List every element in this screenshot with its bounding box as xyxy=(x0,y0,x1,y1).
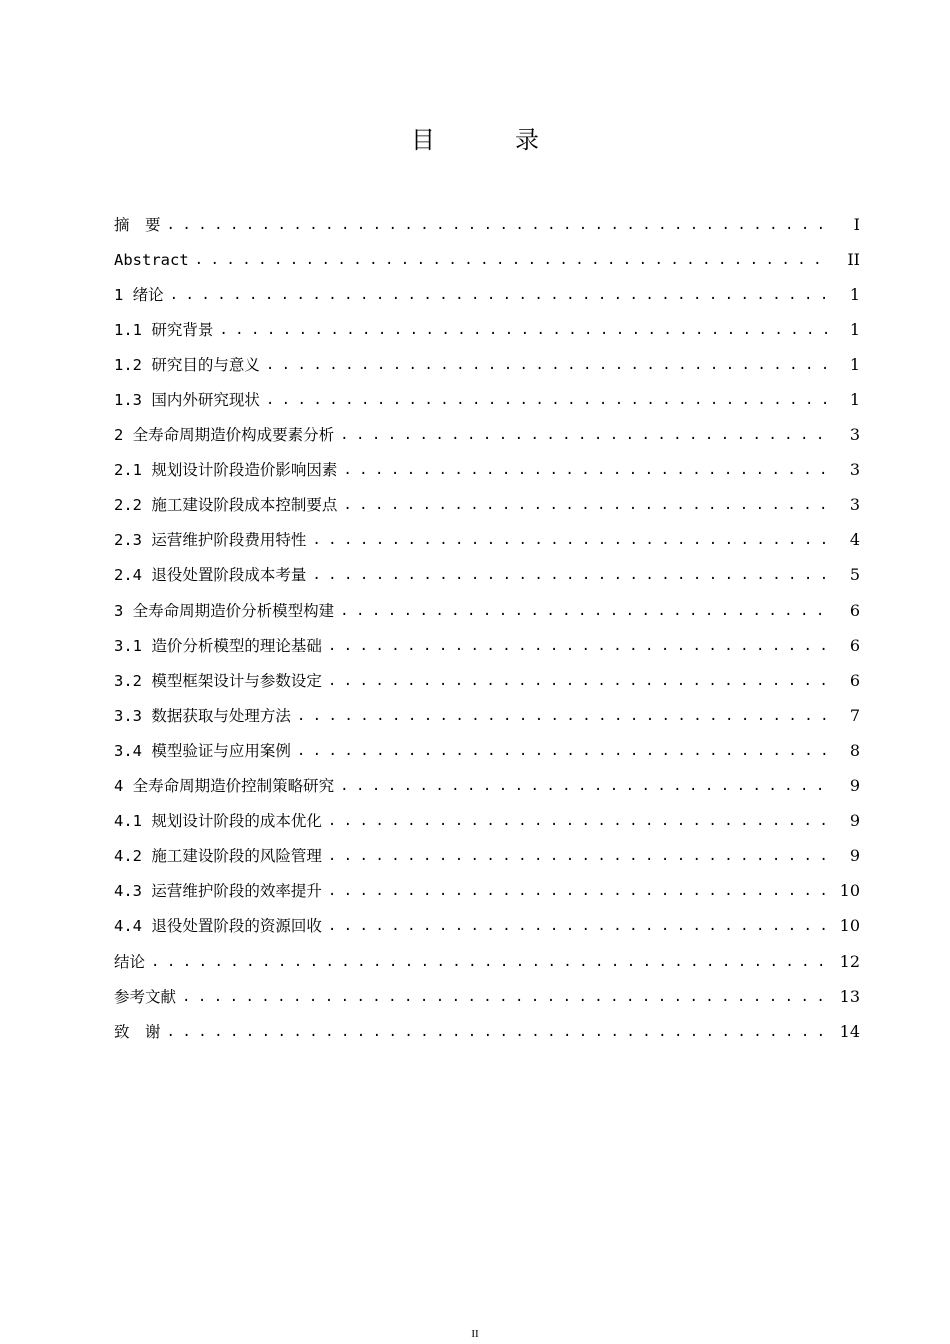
toc-leader-dots xyxy=(340,425,832,445)
toc-entry-page: 1 xyxy=(849,354,860,374)
toc-entry-label: 2.2 施工建设阶段成本控制要点 xyxy=(114,496,338,515)
toc-entry[interactable] xyxy=(114,733,860,768)
toc-entry-label: 3.2 模型框架设计与参数设定 xyxy=(114,671,322,690)
toc-entry-label: 4.4 退役处置阶段的资源回收 xyxy=(114,917,322,936)
toc-leader-dots xyxy=(219,320,832,340)
toc-entry-page: I xyxy=(853,214,860,234)
toc-entry-page: 7 xyxy=(849,705,860,725)
toc-entry-label: 3.4 模型验证与应用案例 xyxy=(114,741,291,760)
toc-entry[interactable] xyxy=(114,242,860,277)
toc-entry-label: 4.3 运营维护阶段的效率提升 xyxy=(114,882,322,901)
table-of-contents xyxy=(114,207,860,1049)
toc-entry[interactable] xyxy=(114,663,860,698)
toc-entry-page: 9 xyxy=(849,846,860,866)
toc-leader-dots xyxy=(328,846,832,866)
toc-entry-label: 1.2 研究目的与意义 xyxy=(114,355,260,374)
toc-entry-label: 摘 要 xyxy=(114,215,161,234)
toc-entry[interactable] xyxy=(114,558,860,593)
toc-leader-dots xyxy=(266,355,832,375)
toc-entry-page: 6 xyxy=(849,600,860,620)
toc-entry-page: 14 xyxy=(839,1021,860,1041)
toc-entry-label: 2.1 规划设计阶段造价影响因素 xyxy=(114,461,338,480)
toc-leader-dots xyxy=(170,285,832,305)
toc-entry-label: 2.3 运营维护阶段费用特性 xyxy=(114,531,307,550)
toc-entry[interactable] xyxy=(114,453,860,488)
toc-leader-dots xyxy=(343,460,832,480)
toc-entry[interactable] xyxy=(114,347,860,382)
toc-entry-page: 3 xyxy=(849,495,860,515)
toc-entry-page: 5 xyxy=(849,565,860,585)
page-number: II xyxy=(471,1328,479,1340)
toc-entry-label: 4 全寿命周期造价控制策略研究 xyxy=(114,777,335,796)
toc-entry-page: II xyxy=(847,249,860,269)
toc-entry-page: 9 xyxy=(849,776,860,796)
toc-leader-dots xyxy=(266,390,832,410)
toc-entry[interactable] xyxy=(114,909,860,944)
toc-entry-page: 6 xyxy=(849,635,860,655)
toc-entry-label: Abstract xyxy=(114,250,189,269)
toc-entry-label: 1.1 研究背景 xyxy=(114,320,214,339)
toc-entry-label: 4.2 施工建设阶段的风险管理 xyxy=(114,847,322,866)
toc-entry-page: 9 xyxy=(849,811,860,831)
toc-entry-label: 4.1 规划设计阶段的成本优化 xyxy=(114,812,322,831)
toc-leader-dots xyxy=(340,776,832,796)
toc-leader-dots xyxy=(167,1022,832,1042)
toc-leader-dots xyxy=(340,601,832,621)
toc-entry[interactable] xyxy=(114,804,860,839)
toc-entry[interactable] xyxy=(114,979,860,1014)
toc-entry-label: 2 全寿命周期造价构成要素分析 xyxy=(114,426,335,445)
toc-leader-dots xyxy=(312,565,832,585)
toc-leader-dots xyxy=(151,952,832,972)
toc-entry[interactable] xyxy=(114,277,860,312)
toc-entry-page: 13 xyxy=(839,986,860,1006)
page-title: 目 录 xyxy=(411,126,567,154)
toc-entry[interactable] xyxy=(114,418,860,453)
toc-leader-dots xyxy=(167,215,832,235)
toc-entry-page: 8 xyxy=(849,740,860,760)
toc-entry-page: 3 xyxy=(849,425,860,445)
toc-leader-dots xyxy=(195,250,832,270)
toc-entry-label: 结论 xyxy=(114,952,146,971)
toc-entry[interactable] xyxy=(114,523,860,558)
toc-entry-page: 1 xyxy=(849,390,860,410)
toc-leader-dots xyxy=(297,741,832,761)
toc-entry-label: 致 谢 xyxy=(114,1022,161,1041)
toc-leader-dots xyxy=(297,706,832,726)
toc-entry-label: 2.4 退役处置阶段成本考量 xyxy=(114,566,307,585)
toc-entry[interactable] xyxy=(114,312,860,347)
toc-entry-page: 10 xyxy=(839,881,860,901)
toc-leader-dots xyxy=(328,811,832,831)
toc-entry[interactable] xyxy=(114,207,860,242)
toc-entry-page: 10 xyxy=(839,916,860,936)
toc-entry-label: 参考文献 xyxy=(114,987,177,1006)
toc-leader-dots xyxy=(328,636,832,656)
toc-entry-label: 3.3 数据获取与处理方法 xyxy=(114,706,291,725)
toc-entry-page: 1 xyxy=(849,319,860,339)
toc-entry-page: 12 xyxy=(839,951,860,971)
toc-entry-label: 3 全寿命周期造价分析模型构建 xyxy=(114,601,335,620)
toc-entry-label: 1.3 国内外研究现状 xyxy=(114,391,260,410)
toc-leader-dots xyxy=(343,495,832,515)
toc-entry-page: 1 xyxy=(849,284,860,304)
toc-leader-dots xyxy=(328,671,832,691)
toc-entry[interactable] xyxy=(114,1014,860,1049)
toc-entry[interactable] xyxy=(114,769,860,804)
toc-entry[interactable] xyxy=(114,874,860,909)
toc-entry[interactable] xyxy=(114,593,860,628)
toc-entry[interactable] xyxy=(114,488,860,523)
toc-entry-page: 3 xyxy=(849,460,860,480)
toc-leader-dots xyxy=(328,881,832,901)
toc-leader-dots xyxy=(182,987,832,1007)
toc-leader-dots xyxy=(312,530,832,550)
toc-entry-page: 4 xyxy=(849,530,860,550)
toc-entry-label: 1 绪论 xyxy=(114,285,164,304)
toc-leader-dots xyxy=(328,916,832,936)
toc-entry[interactable] xyxy=(114,628,860,663)
toc-entry[interactable] xyxy=(114,839,860,874)
toc-entry-page: 6 xyxy=(849,670,860,690)
toc-entry-label: 3.1 造价分析模型的理论基础 xyxy=(114,636,322,655)
toc-entry[interactable] xyxy=(114,698,860,733)
toc-entry[interactable] xyxy=(114,944,860,979)
toc-entry[interactable] xyxy=(114,382,860,417)
